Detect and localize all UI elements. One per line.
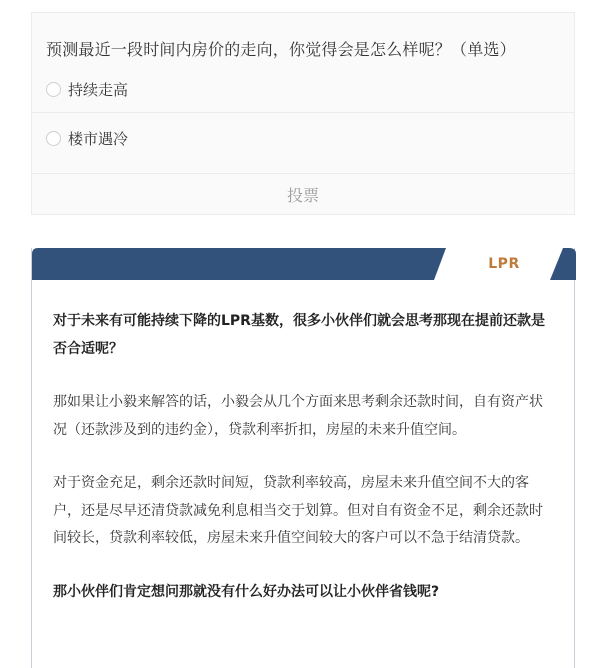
article-card [31,248,575,668]
card-tag: LPR [488,256,520,272]
paragraph: 对于资金充足，剩余还款时间短，贷款利率较高，房屋未来升值空间不大的客户，还是尽早还清贷款减免利息相当交于划算。但对自有资金不足，剩余还款时间较长，贷款利率较低，房屋未来升值空间较大的客户可以不急于结清贷款。 [53,475,543,546]
paragraph: 那如果让小毅来解答的话，小毅会从几个方面来思考剩余还款时间，自有资产状况（还款涉及到的违约金），贷款利率折扣，房屋的未来升值空间。 [53,394,543,438]
poll-card [31,12,575,215]
card-body [53,308,553,632]
poll-question: 预测最近一段时间内房价的走向，你觉得会是怎么样呢？（单选） [46,40,516,59]
poll-option-1[interactable] [46,75,128,103]
radio-button-icon[interactable] [46,131,61,146]
paragraph-question: 那小伙伴们肯定想问那就没有什么好办法可以让小伙伴省钱呢? [53,583,440,600]
poll-option-label: 楼市遇冷 [68,129,129,148]
vote-button[interactable]: 投票 [286,186,319,205]
poll-option-label: 持续走高 [68,80,129,99]
poll-option-2[interactable] [46,124,128,152]
paragraph-intro: 对于未来有可能持续下降的LPR基数，很多小伙伴们就会思考那现在提前还款是否合适呢？ [53,313,545,357]
card-header [32,248,576,280]
divider [32,112,574,113]
radio-button-icon[interactable] [46,82,61,97]
